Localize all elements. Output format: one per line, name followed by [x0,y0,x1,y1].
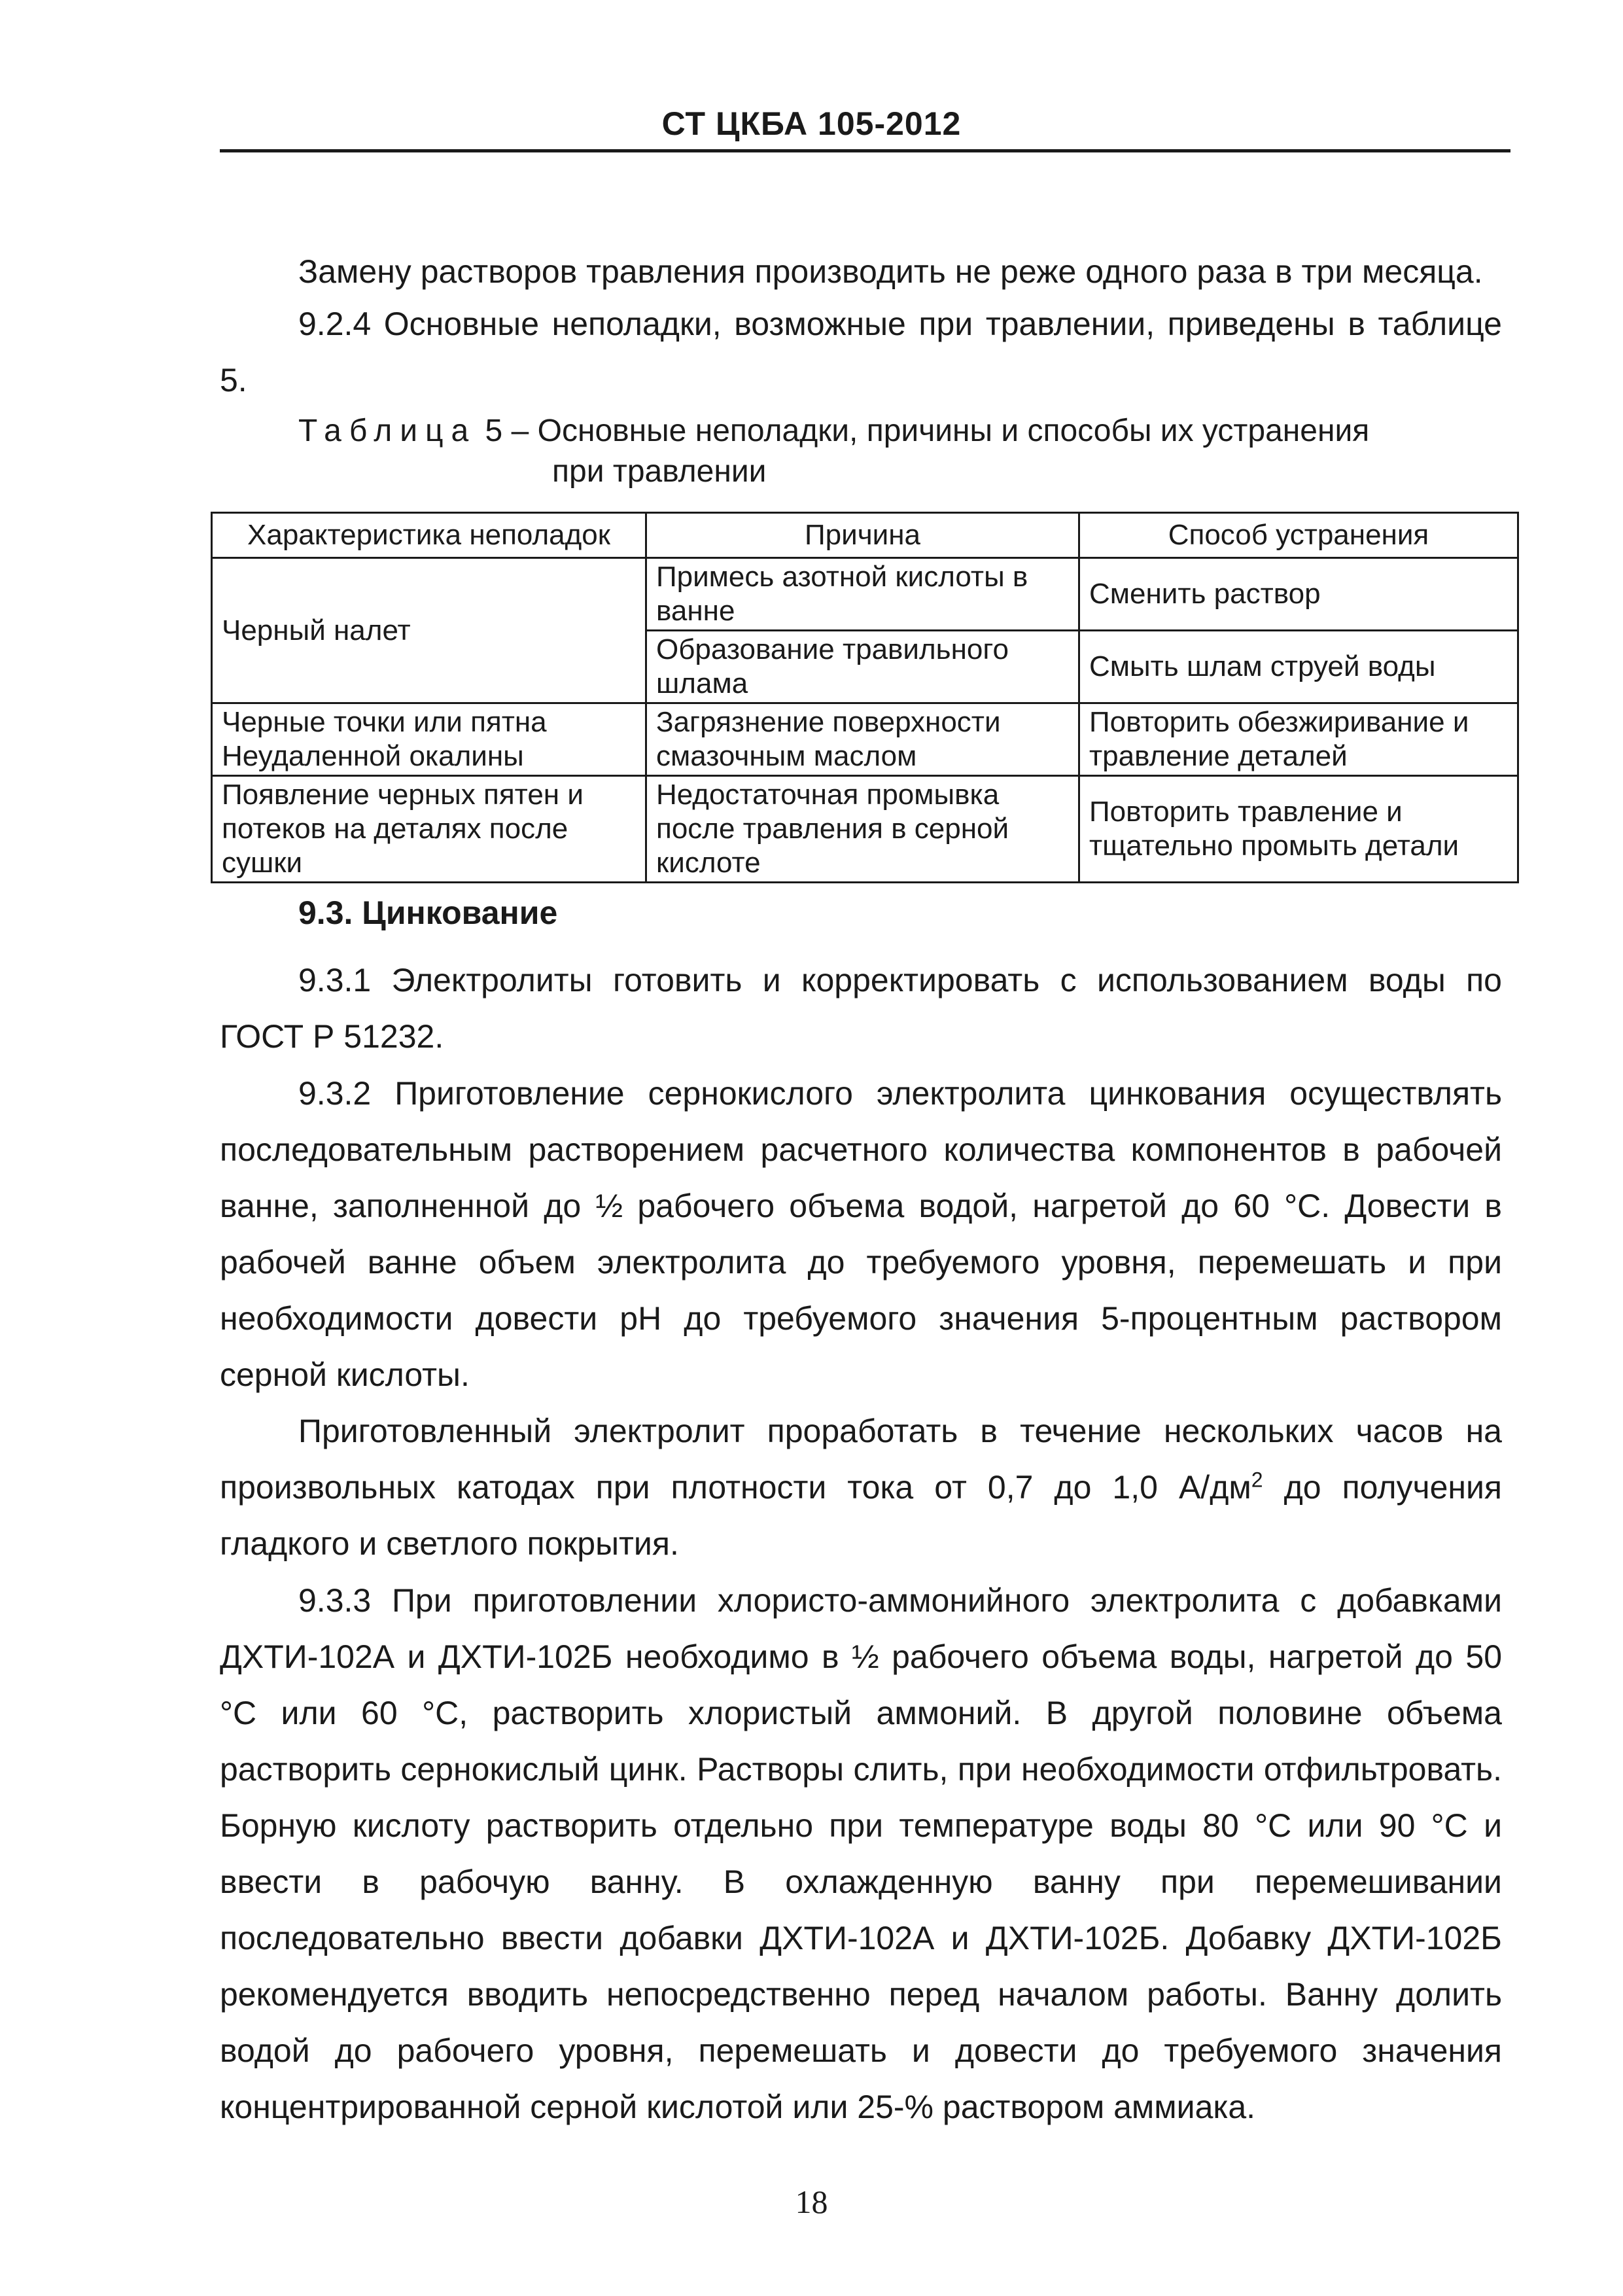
column-header-remedy: Способ устранения [1079,513,1518,558]
workout-text-end: до получения гладкого и светлого покрытия. [220,1469,1503,1562]
superscript-squared: 2 [1251,1468,1263,1492]
page-number: 18 [795,2183,828,2220]
cell-cause: Примесь азотной кислоты в ванне [646,558,1079,631]
cell-defect: Черный налет [212,558,646,703]
workout-text-start: Приготовленный электролит проработать в течение нескольких часов на произвольных катодах при плотности тока от 0,7 до 1,0 А/дм [220,1413,1502,1506]
cell-defect: Появление черных пятен и потеков на деталях после сушки [212,776,646,883]
table-caption-word: Таблица [298,414,477,448]
cell-defect: Черные точки или пятна Неудаленной окалины [212,703,646,776]
cell-cause: Недостаточная промывка после травления в серной кислоте [646,776,1079,883]
paragraph-9-2-4: 9.2.4 Основные неполадки, возможные при травлении, приведены в таблице 5. [220,306,1502,398]
table-row [212,703,1518,776]
cell-remedy: Повторить травление и тщательно промыть детали [1079,776,1518,883]
column-header-cause: Причина [646,513,1079,558]
table-header-row [212,513,1518,558]
table-row [212,558,1518,631]
paragraph-9-3-1: 9.3.1 Электролиты готовить и корректировать с использованием воды по ГОСТ Р 51232. [220,962,1502,1055]
table-caption-line1 [298,411,1369,451]
table-caption-text: 5 – Основные неполадки, причины и способы их устранения [485,414,1370,448]
column-header-defect: Характеристика неполадок [212,513,646,558]
paragraph-solution-replacement: Замену растворов травления производить не реже одного раза в три месяца. [298,253,1483,290]
table-caption-line2: при травлении [552,454,767,489]
cell-remedy: Повторить обезжиривание и травление деталей [1079,703,1518,776]
paragraph-9-3-3: 9.3.3 При приготовлении хлористо-аммонийного электролита с добавками ДХТИ-102А и ДХТИ-102Б необходимо в ½ рабочего объема воды, нагретой до 50 °С или 60 °С, растворить хлористый аммоний. В другой половине объема растворить сернокислый цинк. Растворы слить, при необходимости отфильтровать. Борную кислоту растворить отдельно при температуре воды 80 °С или 90 °С и ввести в рабочую ванну. В охлажденную ванну при перемешивании последовательно ввести добавки ДХТИ-102А и ДХТИ-102Б. Добавку ДХТИ-102Б рекомендуется вводить непосредственно перед началом работы. Ванну долить водой до рабочего уровня, перемешать и довести до требуемого значения концентрированной серной кислотой или 25-% раствором аммиака. [220,1582,1502,2125]
cell-remedy: Смыть шлам струей воды [1079,631,1518,703]
table-row [212,776,1518,883]
section-title: 9.3. Цинкование [298,894,558,931]
defects-table [211,512,1519,883]
header-rule [220,149,1510,152]
table-caption [298,411,1369,492]
paragraph-9-3-2: 9.3.2 Приготовление сернокислого электролита цинкования осуществлять последовательным растворением расчетного количества компонентов в рабочей ванне, заполненной до ½ рабочего объема водой, нагретой до 60 °С. Довести в рабочей ванне объем электролита до требуемого уровня, перемешать и при необходимости довести pH до требуемого значения 5-процентным раствором серной кислоты. [220,1075,1502,1393]
cell-remedy: Сменить раствор [1079,558,1518,631]
document-code: СТ ЦКБА 105-2012 [661,105,962,142]
cell-cause: Образование травильного шлама [646,631,1079,703]
paragraph-electrolyte-workout [220,1403,1502,1572]
cell-cause: Загрязнение поверхности смазочным маслом [646,703,1079,776]
